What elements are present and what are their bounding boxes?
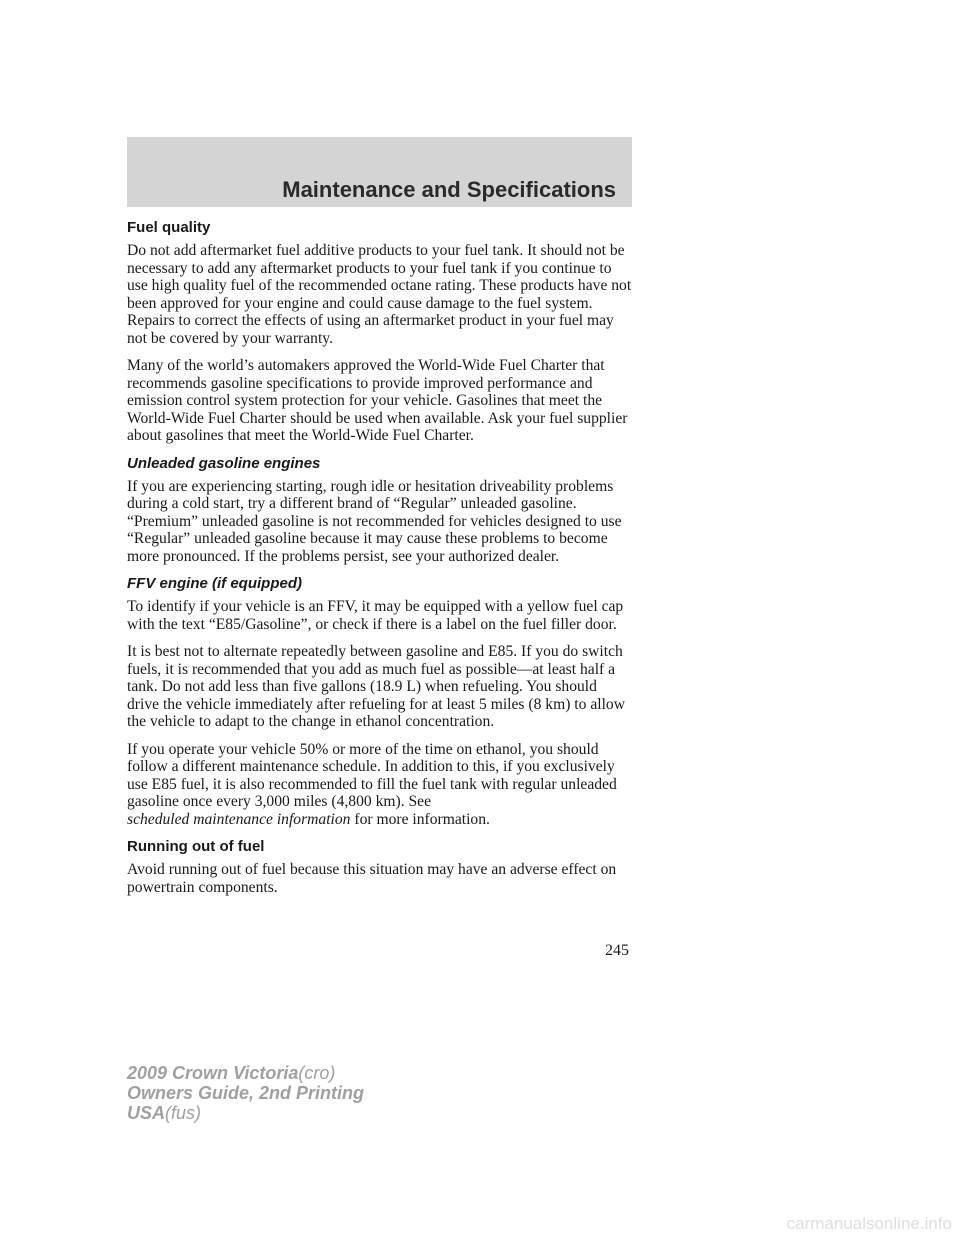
section-header-bar: [127, 137, 632, 207]
paragraph-text: If you operate your vehicle 50% or more of the time on ethanol, you should follow a different maintenance schedule. In addition to this, if you exclusively use E85 fuel, it is also recommended to fill the fuel tank with regular unleaded gasoline once every 3,000 miles (4,800 km). See: [127, 740, 617, 810]
footer-edition: Owners Guide, 2nd Printing: [127, 1083, 365, 1103]
paragraph: It is best not to alternate repeatedly between gasoline and E85. If you do switch fuels, it is recommended that you add as much fuel as possible—at least half a tank. Do not add less than five gallons (18.9 L) when refueling. You should drive the vehicle immediately after refueling for at least 5 miles (8 km) to allow the vehicle to adapt to the change in ethanol concentration.: [127, 643, 625, 730]
heading-running-out-of-fuel: Running out of fuel: [127, 838, 265, 855]
page-content: [127, 219, 632, 906]
heading-fuel-quality: Fuel quality: [127, 219, 211, 236]
footer-market: USA: [127, 1103, 166, 1123]
footer-market-code: (fus): [165, 1103, 202, 1123]
footer-code: (cro): [298, 1063, 336, 1083]
heading-ffv-engine: FFV engine (if equipped): [127, 575, 302, 592]
cross-reference: scheduled maintenance information: [127, 810, 351, 828]
paragraph: Many of the world’s automakers approved the World-Wide Fuel Charter that recommends gasoline specifications to provide improved performance and emission control system protection for your vehicle. Gasolines that meet the World-Wide Fuel Charter should be used when available. Ask your fuel supplier about gasolines that meet the World-Wide Fuel Charter.: [127, 357, 628, 444]
paragraph: Avoid running out of fuel because this situation may have an adverse effect on powertrain components.: [127, 861, 617, 896]
paragraph: Do not add aftermarket fuel additive products to your fuel tank. It should not be necessary to add any aftermarket products to your fuel tank if you continue to use high quality fuel of the recommended octane rating. These products have not been approved for your engine and could cause damage to the fuel system. Repairs to correct the effects of using an aftermarket product in your fuel may not be covered by your warranty.: [127, 242, 632, 347]
document-footer: [127, 1063, 364, 1123]
watermark: carmanualsonline.info: [786, 1214, 952, 1233]
paragraph-ethanol-maintenance: [127, 741, 632, 829]
paragraph-text: for more information.: [354, 810, 490, 828]
page-number: 245: [605, 942, 629, 959]
paragraph: To identify if your vehicle is an FFV, it may be equipped with a yellow fuel cap with the text “E85/Gasoline”, or check if there is a label on the fuel filler door.: [127, 598, 624, 633]
heading-unleaded-gasoline-engines: Unleaded gasoline engines: [127, 454, 321, 472]
section-title: Maintenance and Specifications: [282, 177, 616, 202]
footer-model: 2009 Crown Victoria: [127, 1063, 299, 1083]
paragraph: If you are experiencing starting, rough idle or hesitation driveability problems during a cold start, try a different brand of “Regular” unleaded gasoline. “Premium” unleaded gasoline is not recommended for vehicles designed to use “Regular” unleaded gasoline because it may cause these problems to become more pronounced. If the problems persist, see your authorized dealer.: [127, 477, 622, 565]
